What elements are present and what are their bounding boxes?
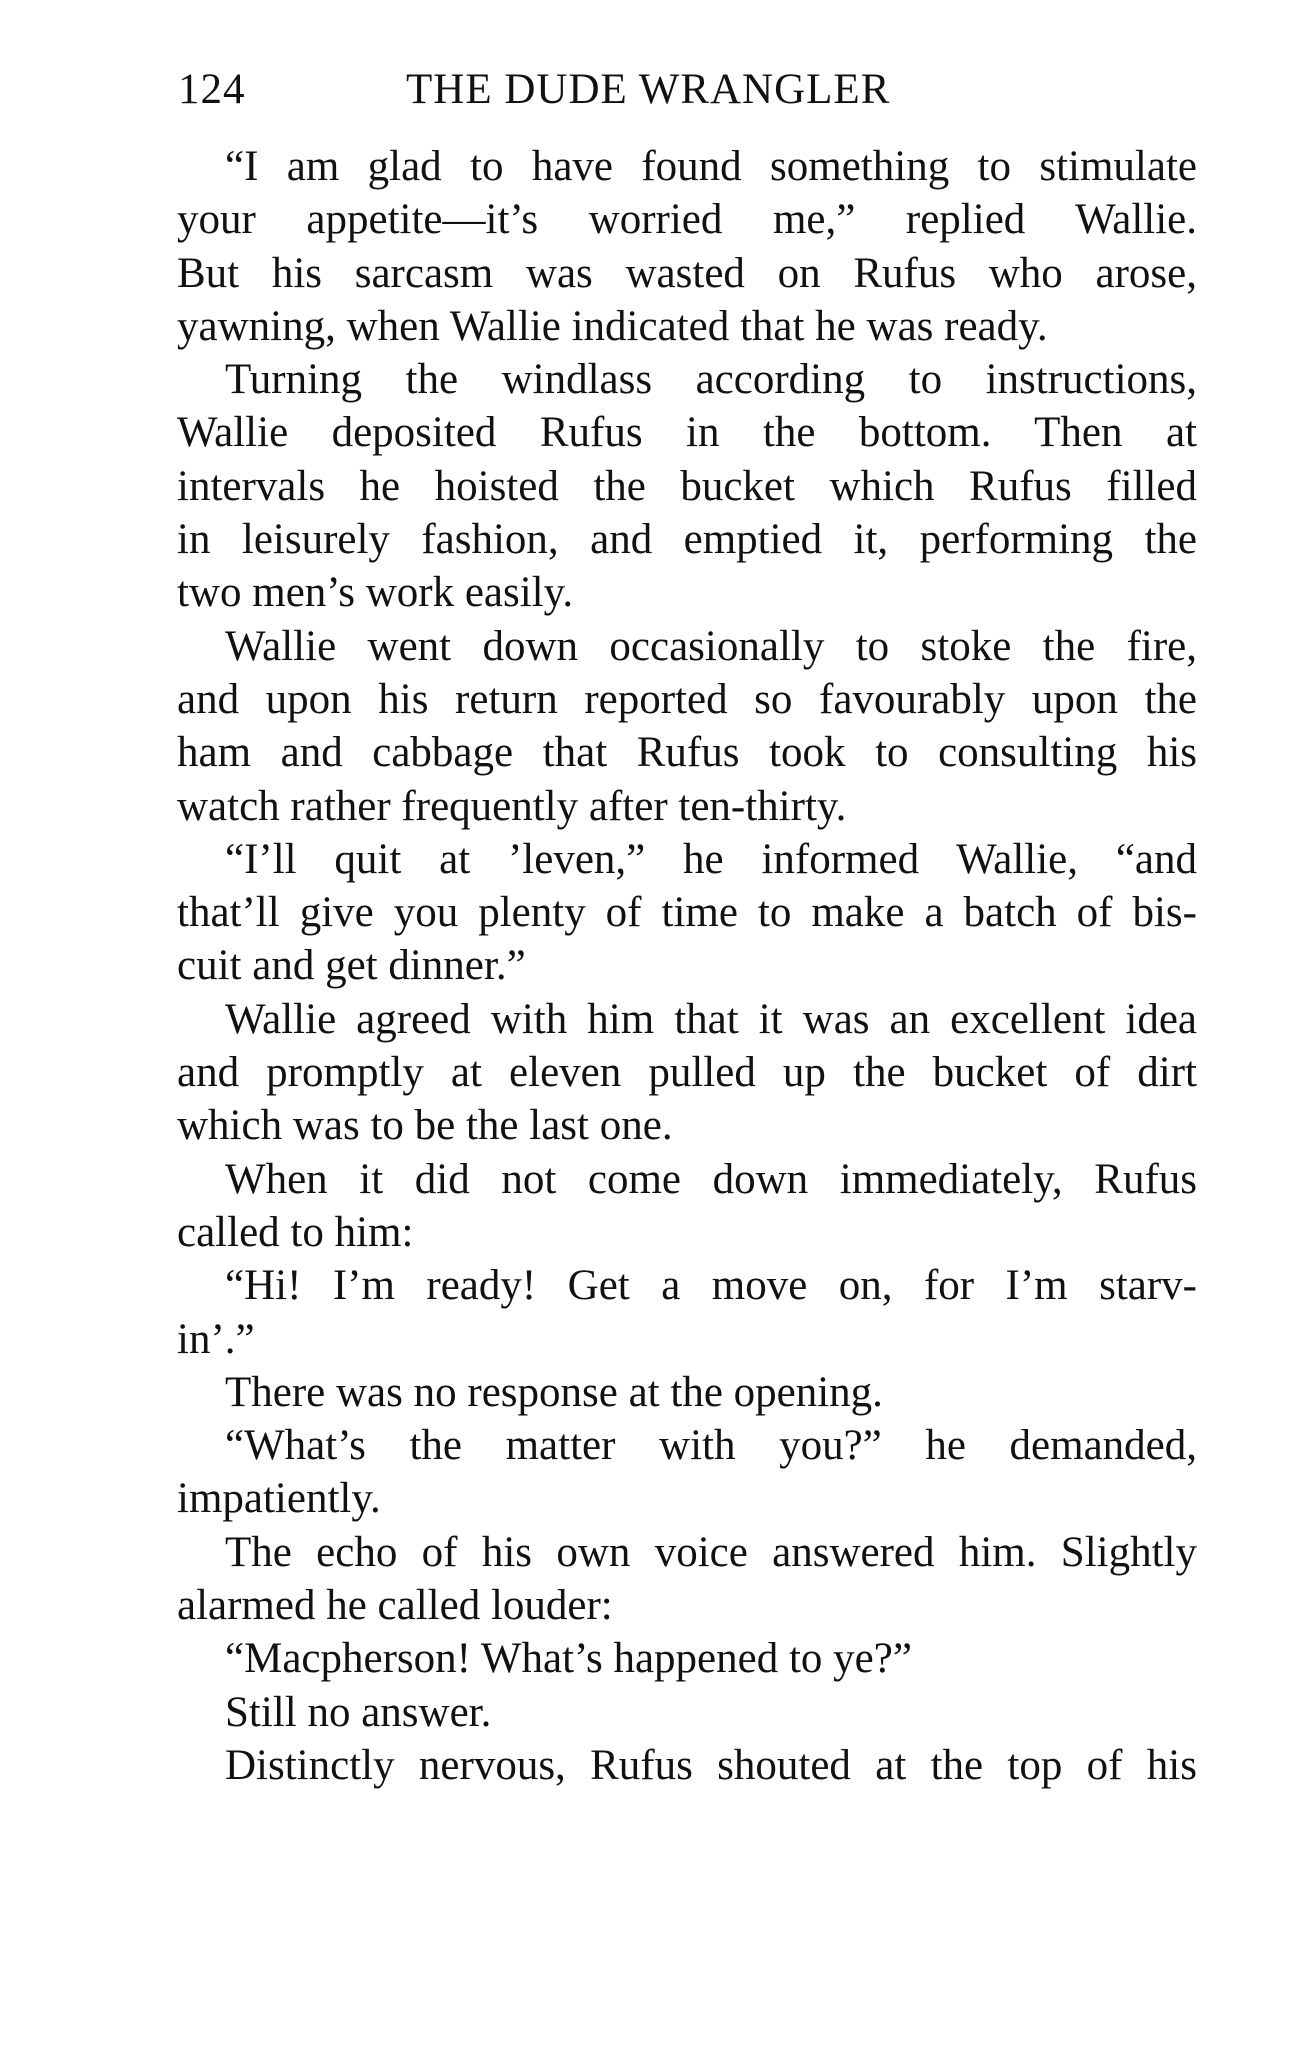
body-text: [177, 140, 1197, 1792]
running-title: THE DUDE WRANGLER: [406, 66, 891, 113]
text-line: yawning, when Wallie indicated that he was ready.: [177, 302, 1048, 350]
text-line: “Hi! I’m ready! Get a move on, for I’m starv-: [225, 1262, 1197, 1310]
text-line: impatiently.: [177, 1475, 381, 1523]
text-line: that’ll give you plenty of time to make a batch of bis-: [177, 889, 1197, 937]
text-line: called to him:: [177, 1208, 414, 1256]
text-line: intervals he hoisted the bucket which Rufus filled: [177, 462, 1197, 510]
text-line: Wallie deposited Rufus in the bottom. Then at: [177, 409, 1197, 457]
text-line: “I am glad to have found something to stimulate: [225, 143, 1197, 190]
text-line: in leisurely fashion, and emptied it, performing the: [177, 516, 1197, 564]
text-line: Still no answer.: [225, 1688, 492, 1736]
text-line: in’.”: [177, 1315, 255, 1363]
text-line: and promptly at eleven pulled up the bucket of dirt: [177, 1049, 1197, 1097]
text-line: and upon his return reported so favourably upon the: [177, 675, 1197, 723]
text-line: cuit and get dinner.”: [177, 942, 526, 990]
text-line: watch rather frequently after ten-thirty.: [177, 782, 847, 830]
text-line: your appetite—it’s worried me,” replied Wallie.: [177, 196, 1197, 244]
page-number: 124: [178, 66, 246, 113]
text-line: “Macpherson! What’s happened to ye?”: [225, 1635, 912, 1683]
text-line: But his sarcasm was wasted on Rufus who arose,: [177, 249, 1197, 297]
text-line: There was no response at the opening.: [225, 1368, 883, 1416]
text-line: two men’s work easily.: [177, 569, 574, 617]
text-line: which was to be the last one.: [177, 1102, 673, 1150]
text-line: “What’s the matter with you?” he demanded,: [225, 1422, 1197, 1470]
text-line: Distinctly nervous, Rufus shouted at the top of his: [225, 1741, 1197, 1789]
text-line: The echo of his own voice answered him. Slightly: [225, 1528, 1197, 1576]
text-line: alarmed he called louder:: [177, 1582, 613, 1630]
text-line: ham and cabbage that Rufus took to consulting his: [177, 729, 1197, 777]
text-line: Wallie went down occasionally to stoke the fire,: [225, 622, 1197, 670]
running-head: [178, 60, 1198, 120]
text-line: When it did not come down immediately, Rufus: [225, 1155, 1197, 1203]
text-line: Wallie agreed with him that it was an excellent idea: [225, 995, 1197, 1043]
text-line: Turning the windlass according to instructions,: [225, 356, 1197, 404]
text-line: “I’ll quit at ’leven,” he informed Wallie, “and: [225, 835, 1197, 883]
